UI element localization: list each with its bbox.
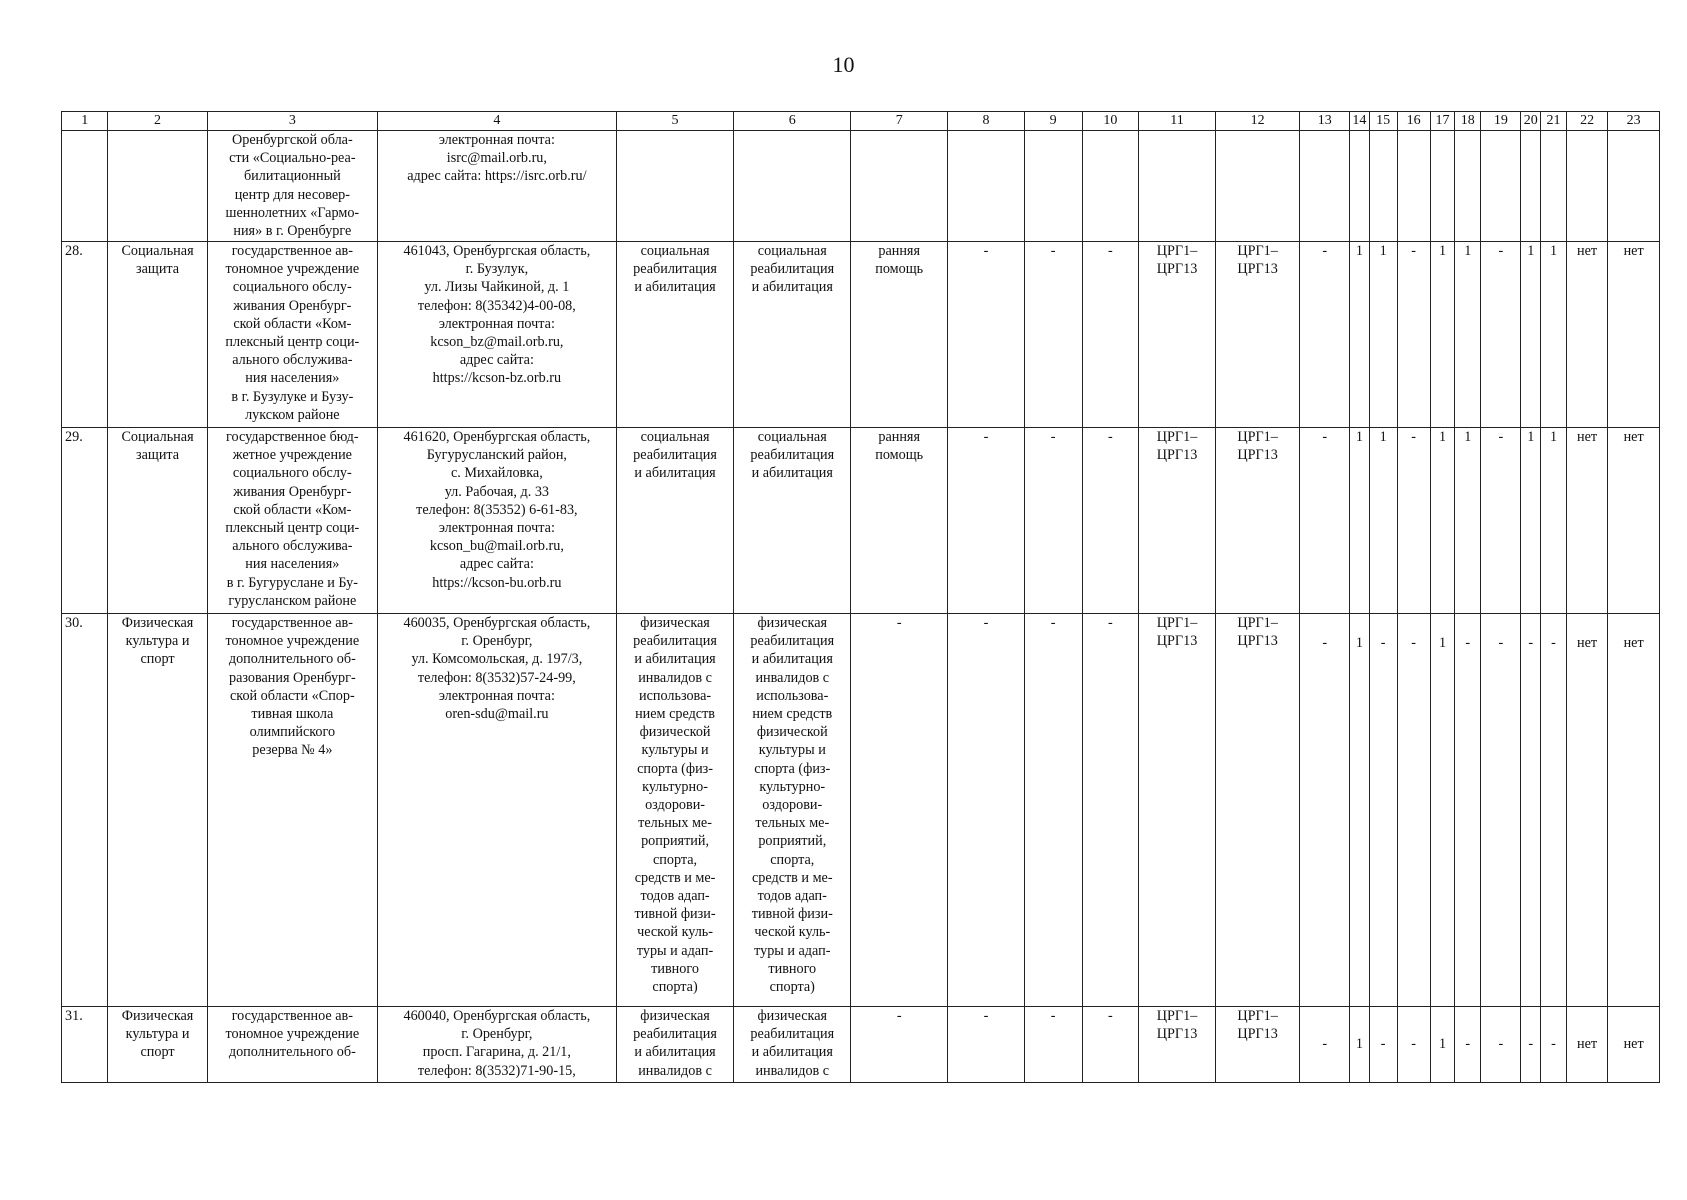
service-cell: физическая реабилитация и абилитация инвалидов с	[616, 1007, 734, 1083]
table-row	[62, 428, 1660, 614]
value-cell: -	[1300, 614, 1350, 1007]
value-cell: -	[1455, 614, 1481, 1007]
column-header: 13	[1300, 112, 1350, 131]
table-row	[62, 1007, 1660, 1083]
value-cell: -	[948, 614, 1024, 1007]
value-cell: нет	[1608, 242, 1660, 428]
organization-name-cell: государственное ав- тономное учреждение социального обслу- живания Оренбург- ской области «Ком- плексный центр соци- ального обслужива- ния населения» в г. Бузулуке и Бузу- лукском районе	[207, 242, 377, 428]
value-cell: -	[1397, 428, 1430, 614]
row-number: 31.	[62, 1007, 108, 1083]
target-group-cell: ЦРГ1– ЦРГ13	[1139, 242, 1215, 428]
row-number: 29.	[62, 428, 108, 614]
column-header: 9	[1024, 112, 1082, 131]
sphere-cell: Физическая культура и спорт	[108, 1007, 207, 1083]
value-cell: 1	[1350, 242, 1370, 428]
target-group-cell: ЦРГ1– ЦРГ13	[1215, 428, 1300, 614]
value-cell: -	[1024, 242, 1082, 428]
service-cell: физическая реабилитация и абилитация инвалидов с использова- нием средств физической культуры и спорта (физ- культурно- оздорови- тельных ме- роприятий, спорта, средств и ме- тодов адап- тивной физи- ческой куль- туры и адап- тивного спорта)	[616, 614, 734, 1007]
value-cell: -	[1481, 614, 1521, 1007]
organization-name-cell: государственное ав- тономное учреждение дополнительного об-	[207, 1007, 377, 1083]
service-cell: социальная реабилитация и абилитация	[734, 428, 851, 614]
contacts-cell: 461043, Оренбургская область, г. Бузулук, ул. Лизы Чайкиной, д. 1 телефон: 8(35342)4-00-08, электронная почта: kcson_bz@mail.orb.ru, адрес сайта: https://kcson-bz.orb.ru	[378, 242, 617, 428]
column-header: 21	[1541, 112, 1567, 131]
service-cell: ранняя помощь	[851, 242, 948, 428]
column-header: 12	[1215, 112, 1300, 131]
institutions-table	[61, 111, 1660, 1083]
column-header: 17	[1430, 112, 1455, 131]
value-cell: -	[1082, 428, 1139, 614]
sphere-cell: Физическая культура и спорт	[108, 614, 207, 1007]
row-number: 28.	[62, 242, 108, 428]
column-header: 19	[1481, 112, 1521, 131]
service-cell: социальная реабилитация и абилитация	[616, 428, 734, 614]
value-cell: 1	[1455, 242, 1481, 428]
value-cell: -	[1369, 1007, 1397, 1083]
organization-name-cell: Оренбургской обла- сти «Социально-реа- билитационный центр для несовер- шеннолетних «Гармо- ния» в г. Оренбурге	[207, 131, 377, 242]
value-cell: 1	[1430, 1007, 1455, 1083]
service-cell: физическая реабилитация и абилитация инвалидов с использова- нием средств физической культуры и спорта (физ- культурно- оздорови- тельных ме- роприятий, спорта, средств и ме- тодов адап- тивной физи- ческой куль- туры и адап- тивного спорта)	[734, 614, 851, 1007]
value-cell: -	[1300, 242, 1350, 428]
value-cell: -	[1541, 614, 1567, 1007]
value-cell: 1	[1350, 428, 1370, 614]
continuation-row	[62, 131, 1660, 242]
value-cell: 1	[1541, 428, 1567, 614]
target-group-cell: ЦРГ1– ЦРГ13	[1139, 428, 1215, 614]
value-cell: -	[1369, 614, 1397, 1007]
column-header: 18	[1455, 112, 1481, 131]
value-cell: нет	[1608, 614, 1660, 1007]
value-cell: -	[1521, 614, 1541, 1007]
service-cell: ранняя помощь	[851, 428, 948, 614]
organization-name-cell: государственное ав- тономное учреждение дополнительного об- разования Оренбург- ской области «Спор- тивная школа олимпийского резерва № 4»	[207, 614, 377, 1007]
service-cell: социальная реабилитация и абилитация	[616, 242, 734, 428]
value-cell: нет	[1608, 1007, 1660, 1083]
column-header: 8	[948, 112, 1024, 131]
contacts-cell: 460040, Оренбургская область, г. Оренбург, просп. Гагарина, д. 21/1, телефон: 8(3532)71-90-15,	[378, 1007, 617, 1083]
column-header: 1	[62, 112, 108, 131]
value-cell: -	[1300, 428, 1350, 614]
value-cell: нет	[1608, 428, 1660, 614]
value-cell: 1	[1521, 242, 1541, 428]
value-cell: -	[1082, 242, 1139, 428]
sphere-cell: Социальная защита	[108, 242, 207, 428]
row-number: 30.	[62, 614, 108, 1007]
value-cell: 1	[1369, 242, 1397, 428]
value-cell: нет	[1566, 1007, 1607, 1083]
value-cell: -	[1024, 1007, 1082, 1083]
value-cell: нет	[1566, 242, 1607, 428]
column-number-row	[62, 112, 1660, 131]
value-cell: 1	[1430, 614, 1455, 1007]
service-cell: -	[851, 614, 948, 1007]
column-header: 6	[734, 112, 851, 131]
value-cell: -	[1541, 1007, 1567, 1083]
column-header: 15	[1369, 112, 1397, 131]
value-cell: -	[1481, 242, 1521, 428]
value-cell: -	[1481, 1007, 1521, 1083]
service-cell: -	[851, 1007, 948, 1083]
value-cell: нет	[1566, 428, 1607, 614]
contacts-cell: 460035, Оренбургская область, г. Оренбург, ул. Комсомольская, д. 197/3, телефон: 8(3532)57-24-99, электронная почта: oren-sdu@mail.ru	[378, 614, 617, 1007]
sphere-cell: Социальная защита	[108, 428, 207, 614]
value-cell: 1	[1541, 242, 1567, 428]
value-cell: 1	[1350, 1007, 1370, 1083]
value-cell: -	[1082, 614, 1139, 1007]
target-group-cell: ЦРГ1– ЦРГ13	[1215, 614, 1300, 1007]
service-cell: физическая реабилитация и абилитация инвалидов с	[734, 1007, 851, 1083]
value-cell: -	[1024, 428, 1082, 614]
column-header: 3	[207, 112, 377, 131]
value-cell: -	[948, 242, 1024, 428]
value-cell: 1	[1369, 428, 1397, 614]
target-group-cell: ЦРГ1– ЦРГ13	[1139, 1007, 1215, 1083]
target-group-cell: ЦРГ1– ЦРГ13	[1215, 242, 1300, 428]
table-row	[62, 242, 1660, 428]
value-cell: -	[1481, 428, 1521, 614]
value-cell: 1	[1430, 428, 1455, 614]
value-cell: 1	[1350, 614, 1370, 1007]
column-header: 4	[378, 112, 617, 131]
table-row	[62, 614, 1660, 1007]
column-header: 11	[1139, 112, 1215, 131]
value-cell: -	[1082, 1007, 1139, 1083]
target-group-cell: ЦРГ1– ЦРГ13	[1139, 614, 1215, 1007]
column-header: 2	[108, 112, 207, 131]
value-cell: нет	[1566, 614, 1607, 1007]
column-header: 23	[1608, 112, 1660, 131]
value-cell: -	[1397, 242, 1430, 428]
value-cell: -	[1397, 614, 1430, 1007]
column-header: 7	[851, 112, 948, 131]
column-header: 16	[1397, 112, 1430, 131]
organization-name-cell: государственное бюд- жетное учреждение социального обслу- живания Оренбург- ской области «Ком- плексный центр соци- ального обслужива- ния населения» в г. Бугуруслане и Бу- гурусланском районе	[207, 428, 377, 614]
value-cell: -	[1455, 1007, 1481, 1083]
page-number: 10	[832, 52, 855, 77]
column-header: 5	[616, 112, 734, 131]
column-header: 14	[1350, 112, 1370, 131]
column-header: 10	[1082, 112, 1139, 131]
value-cell: -	[1521, 1007, 1541, 1083]
contacts-cell: электронная почта: isrc@mail.orb.ru, адрес сайта: https://isrc.orb.ru/	[378, 131, 617, 242]
value-cell: 1	[1455, 428, 1481, 614]
value-cell: -	[1397, 1007, 1430, 1083]
value-cell: -	[948, 1007, 1024, 1083]
value-cell: -	[948, 428, 1024, 614]
target-group-cell: ЦРГ1– ЦРГ13	[1215, 1007, 1300, 1083]
service-cell: социальная реабилитация и абилитация	[734, 242, 851, 428]
value-cell: 1	[1430, 242, 1455, 428]
value-cell: 1	[1521, 428, 1541, 614]
contacts-cell: 461620, Оренбургская область, Бугурусланский район, с. Михайловка, ул. Рабочая, д. 33 телефон: 8(35352) 6-61-83, электронная почта: kcson_bu@mail.orb.ru, адрес сайта: https://kcson-bu.orb.ru	[378, 428, 617, 614]
column-header: 22	[1566, 112, 1607, 131]
value-cell: -	[1300, 1007, 1350, 1083]
column-header: 20	[1521, 112, 1541, 131]
value-cell: -	[1024, 614, 1082, 1007]
